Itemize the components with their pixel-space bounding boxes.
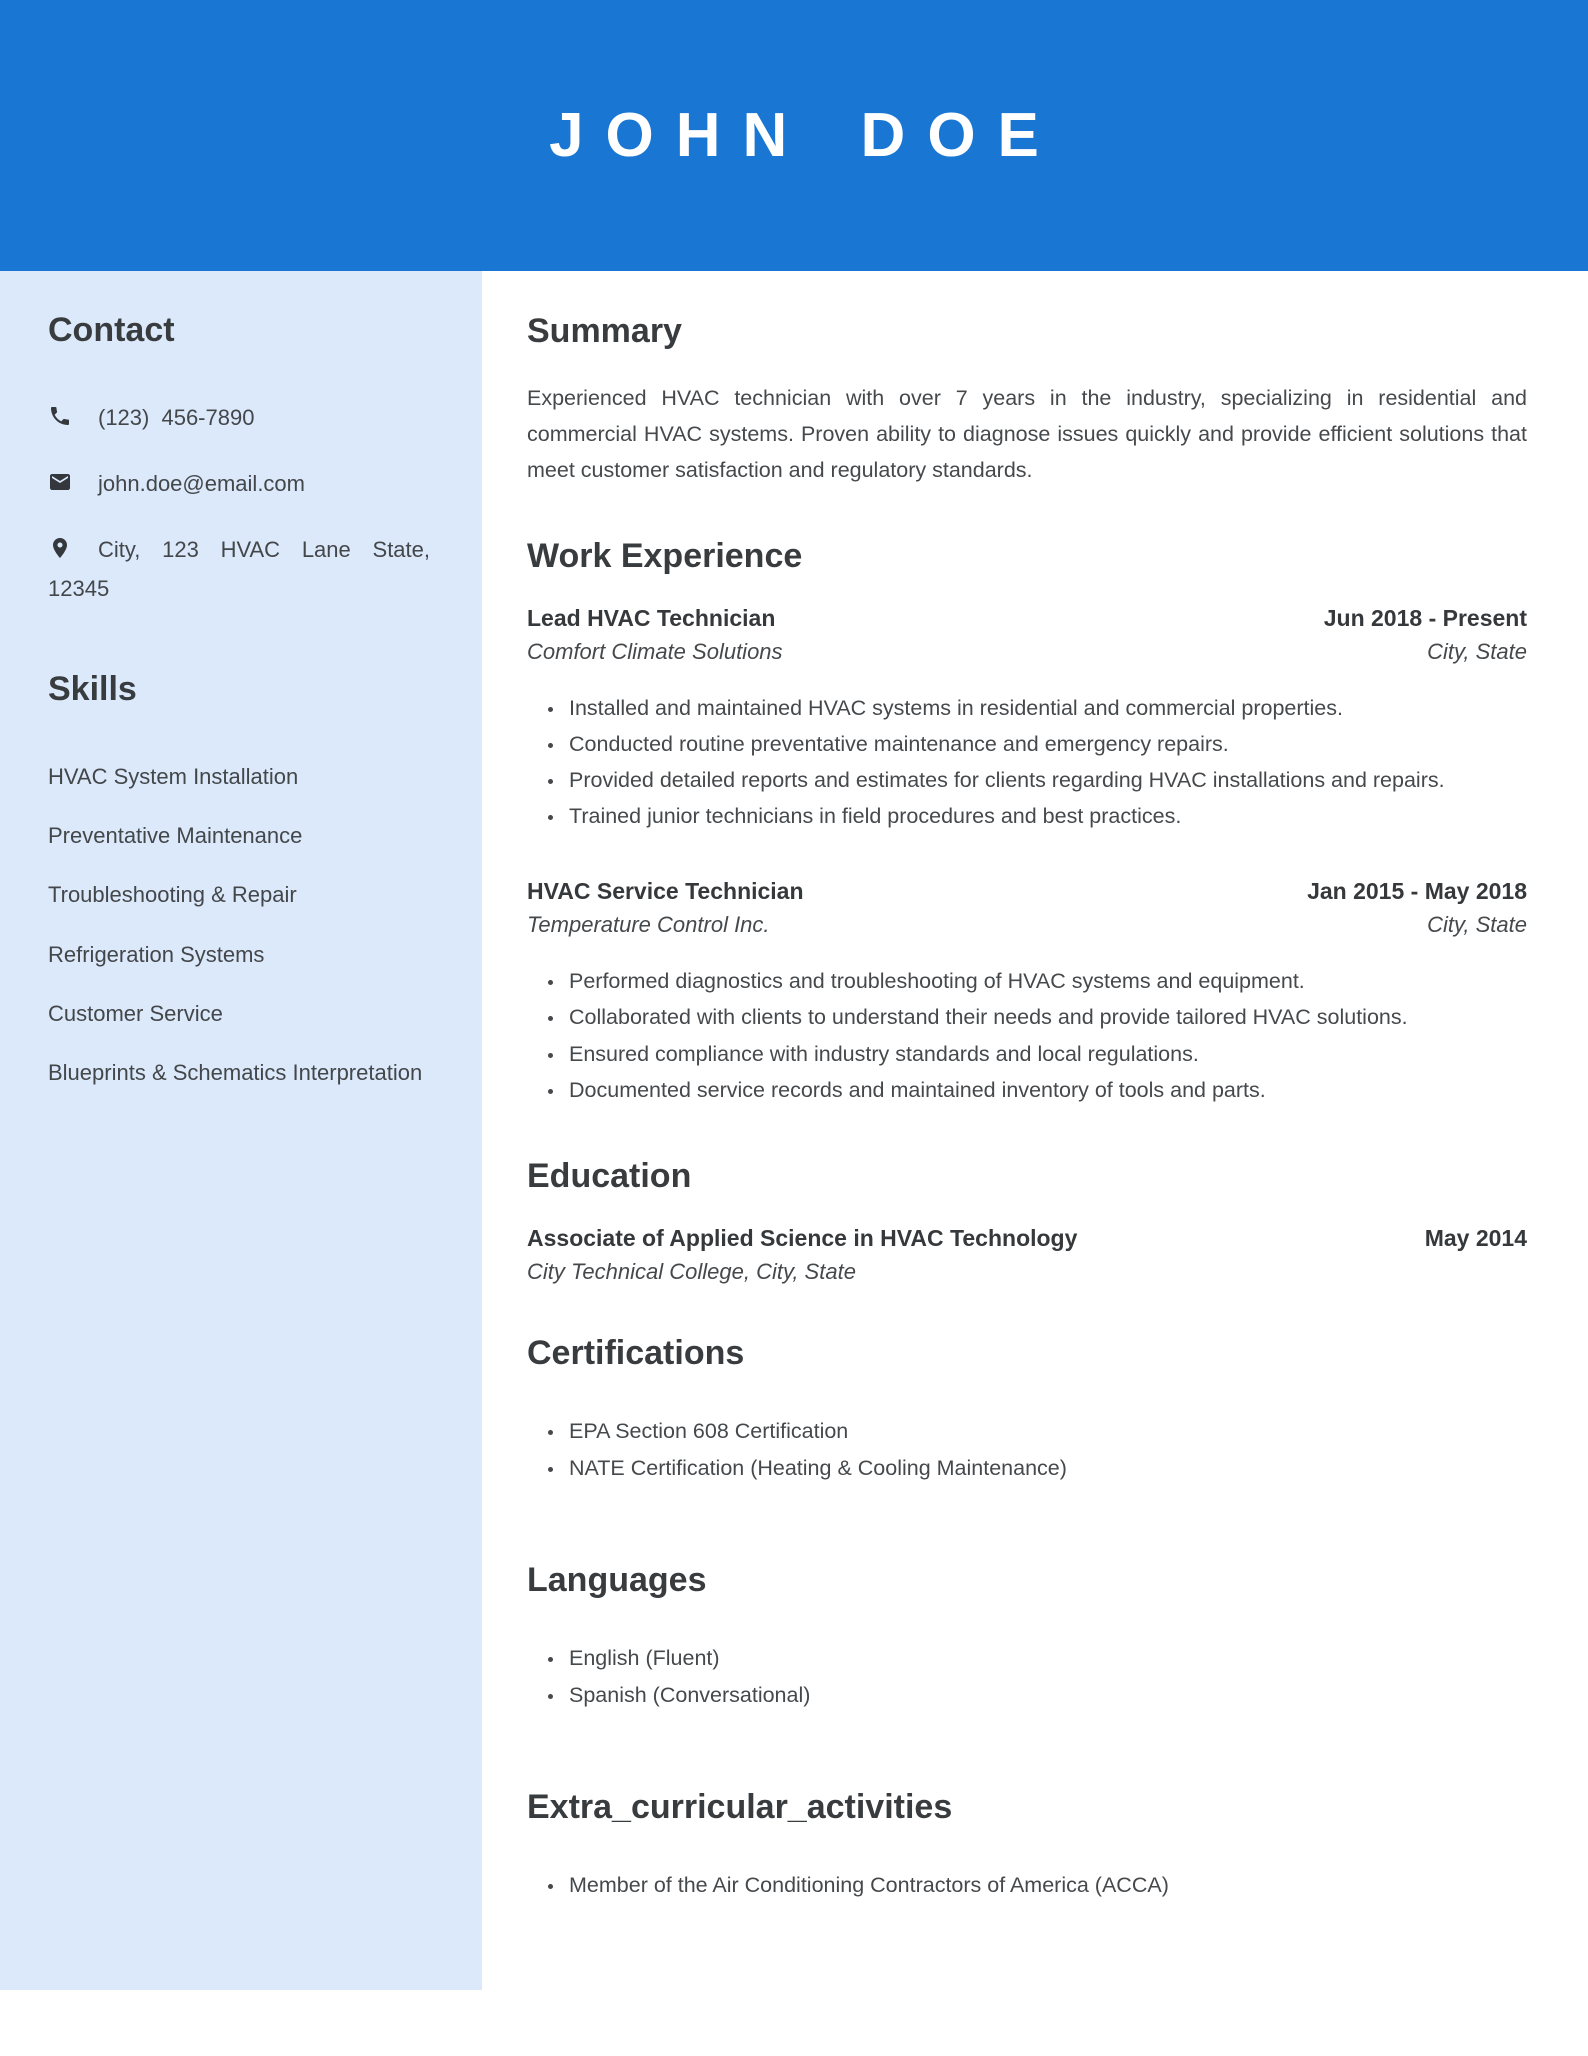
certification-item: • NATE Certification (Heating & Cooling Maintenance): [565, 1450, 1527, 1486]
job-bullet: • Documented service records and maintained inventory of tools and parts.: [565, 1072, 1527, 1108]
extra-curricular-item: • Member of the Air Conditioning Contractors of America (ACCA): [565, 1867, 1527, 1903]
job-subheader-row: [527, 912, 1527, 938]
job-bullet-list: [527, 963, 1527, 1107]
contact-item-email: [48, 466, 430, 504]
skills-list: [48, 759, 466, 1090]
job-location: City, State: [1427, 912, 1527, 938]
education-date: May 2014: [1424, 1224, 1527, 1251]
certifications-list: [527, 1413, 1527, 1485]
summary-heading: Summary: [527, 312, 682, 350]
job-title: Lead HVAC Technician: [527, 604, 776, 631]
contact-item-address: [48, 532, 430, 605]
sidebar: [0, 271, 482, 1990]
email-icon: [48, 469, 72, 504]
main-column: [482, 271, 1588, 1904]
job-title: HVAC Service Technician: [527, 878, 804, 905]
work-experience-section: [527, 536, 1527, 1108]
header-banner: [0, 0, 1588, 271]
education-degree: Associate of Applied Science in HVAC Technology: [527, 1224, 1078, 1251]
job-bullet: • Conducted routine preventative maintenance and emergency repairs.: [565, 726, 1527, 762]
education-header-row: [527, 1225, 1527, 1252]
skill-item: Troubleshooting & Repair: [48, 882, 297, 908]
summary-section: [527, 311, 1527, 488]
skill-item: Preventative Maintenance: [48, 823, 303, 849]
job-bullet: • Trained junior technicians in field procedures and best practices.: [565, 798, 1527, 834]
job-subheader-row: [527, 639, 1527, 665]
skill-item: Customer Service: [48, 1000, 223, 1026]
job-entry: [527, 605, 1527, 834]
certifications-section: [527, 1333, 1527, 1486]
phone-icon: [48, 403, 72, 438]
job-bullet: • Ensured compliance with industry standards and local regulations.: [565, 1036, 1527, 1072]
skills-heading: Skills: [48, 669, 137, 708]
education-school: City Technical College, City, State: [527, 1258, 856, 1284]
languages-section: [527, 1560, 1527, 1713]
phone-number: (123) 456-7890: [98, 405, 255, 431]
job-entry: [527, 878, 1527, 1107]
education-section: [527, 1156, 1527, 1285]
postal-address: City, 123 HVAC Lane State, 12345: [48, 537, 430, 601]
job-location: City, State: [1427, 638, 1527, 664]
contact-heading: Contact: [48, 311, 175, 349]
skill-item: HVAC System Installation: [48, 763, 299, 789]
languages-list: [527, 1640, 1527, 1712]
job-bullet: • Collaborated with clients to understand their needs and provide tailored HVAC solutions.: [565, 999, 1527, 1035]
content-columns: [0, 271, 1588, 1990]
education-heading: Education: [527, 1156, 692, 1195]
job-bullet: • Provided detailed reports and estimates for clients regarding HVAC installations and repairs.: [565, 762, 1527, 798]
contact-item-phone: [48, 400, 430, 438]
certifications-heading: Certifications: [527, 1333, 745, 1372]
skill-item: Blueprints & Schematics Interpretation: [48, 1059, 423, 1085]
email-address: john.doe@email.com: [98, 471, 305, 497]
summary-text: Experienced HVAC technician with over 7 years in the industry, specializing in residential and commercial HVAC systems. Proven ability to diagnose issues quickly and provide efficient solutions that meet customer satisfaction and regulatory standards.: [527, 385, 1527, 483]
extra-curricular-list: [527, 1867, 1527, 1903]
location-icon: [48, 535, 72, 570]
job-company: Comfort Climate Solutions: [527, 638, 783, 664]
certification-item: • EPA Section 608 Certification: [565, 1413, 1527, 1449]
languages-heading: Languages: [527, 1560, 707, 1599]
language-item: • Spanish (Conversational): [565, 1677, 1527, 1713]
candidate-name: JOHN DOE: [549, 101, 1061, 170]
job-dates: Jan 2015 - May 2018: [1307, 878, 1527, 905]
extra-curricular-section: [527, 1787, 1527, 1904]
job-company: Temperature Control Inc.: [527, 912, 770, 938]
language-item: • English (Fluent): [565, 1640, 1527, 1676]
skill-item: Refrigeration Systems: [48, 941, 265, 967]
job-dates: Jun 2018 - Present: [1323, 604, 1527, 631]
work-experience-heading: Work Experience: [527, 537, 803, 576]
job-header-row: [527, 878, 1527, 905]
job-bullet: • Installed and maintained HVAC systems in residential and commercial properties.: [565, 690, 1527, 726]
job-bullet-list: [527, 690, 1527, 834]
extra-curricular-heading: Extra_curricular_activities: [527, 1787, 953, 1826]
job-bullet: • Performed diagnostics and troubleshooting of HVAC systems and equipment.: [565, 963, 1527, 999]
job-header-row: [527, 605, 1527, 632]
